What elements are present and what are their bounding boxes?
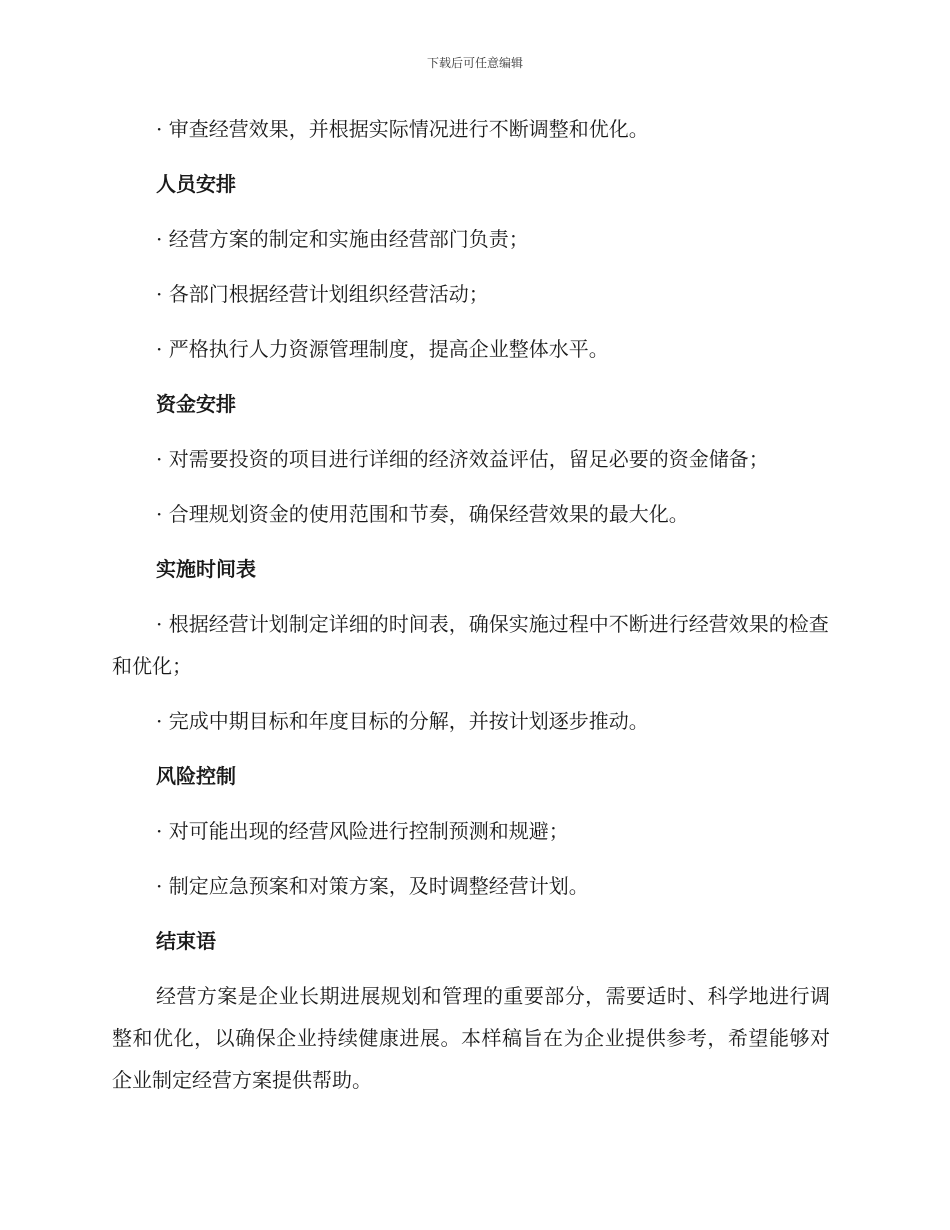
bullet-investment-evaluation: · 对需要投资的项目进行详细的经济效益评估，留足必要的资金储备；	[156, 447, 769, 471]
heading-timeline: 实施时间表	[156, 557, 256, 581]
heading-risk-control: 风险控制	[156, 764, 236, 788]
bullet-contingency-plan: · 制定应急预案和对策方案，及时调整经营计划。	[156, 874, 589, 898]
bullet-goal-breakdown: · 完成中期目标和年度目标的分解，并按计划逐步推动。	[156, 709, 649, 733]
heading-personnel: 人员安排	[156, 172, 236, 196]
bullet-detailed-timeline: · 根据经营计划制定详细的时间表，确保实施过程中不断进行经营效果的检查和优化；	[112, 612, 829, 678]
bullet-risk-prediction: · 对可能出现的经营风险进行控制预测和规避；	[156, 819, 569, 843]
bullet-plan-responsibility: · 经营方案的制定和实施由经营部门负责；	[156, 227, 529, 251]
bullet-fund-planning: · 合理规划资金的使用范围和节奏，确保经营效果的最大化。	[156, 502, 689, 526]
conclusion-paragraph: 经营方案是企业长期进展规划和管理的重要部分，需要适时、科学地进行调整和优化，以确保企业持续健康进展。本样稿旨在为企业提供参考，希望能够对企业制定经营方案提供帮助。	[112, 984, 830, 1092]
bullet-review-effect: · 审查经营效果，并根据实际情况进行不断调整和优化。	[156, 117, 649, 141]
heading-conclusion: 结束语	[156, 929, 216, 953]
document-body	[112, 108, 830, 1114]
heading-funding: 资金安排	[156, 392, 236, 416]
bullet-department-activities: · 各部门根据经营计划组织经营活动；	[156, 282, 489, 306]
bullet-hr-management: · 严格执行人力资源管理制度，提高企业整体水平。	[156, 337, 609, 361]
page-header: 下载后可任意编辑	[426, 56, 523, 70]
